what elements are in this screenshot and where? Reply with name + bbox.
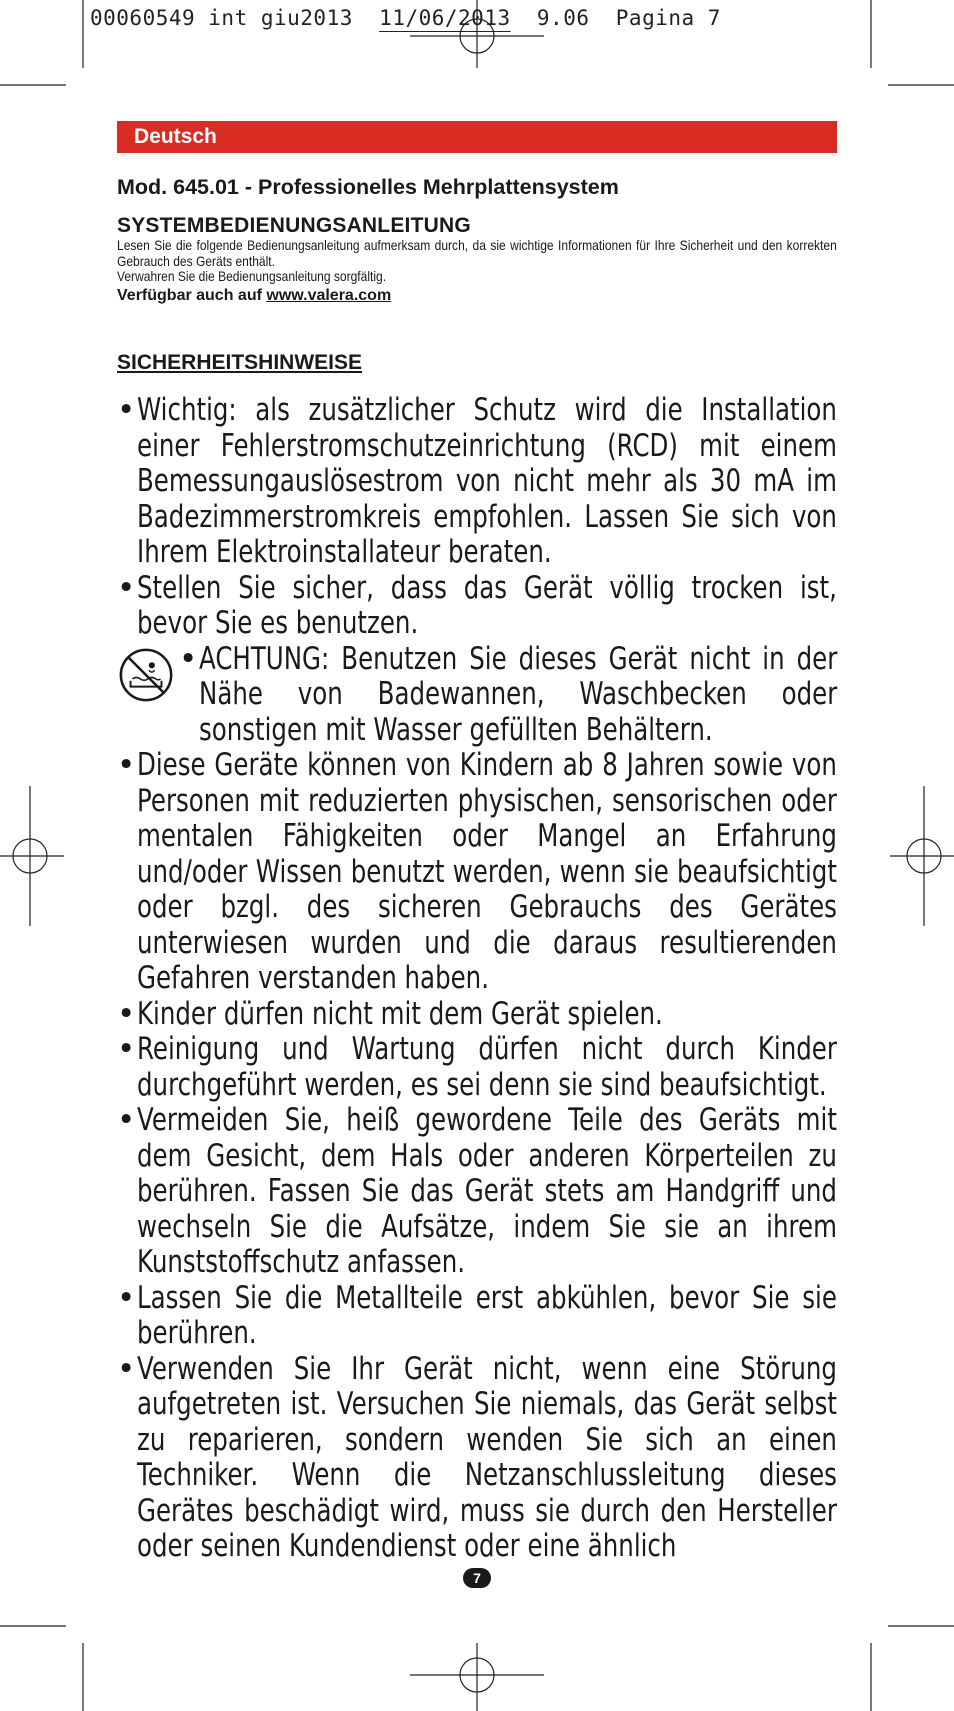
list-item-text: Verwenden Sie Ihr Gerät nicht, wenn eine Störung aufgetreten ist. Versuchen Sie niemals, das Gerät selbst zu reparieren, sondern wenden Sie sich an einen Techniker. Wenn die Netzanschlussleitung dieses Gerätes beschädigt wird, muss sie durch den Hersteller oder seinen Kundendienst oder eine ähnlich (137, 1350, 837, 1564)
model-title: Mod. 645.01 - Professionelles Mehrplattensystem (117, 175, 619, 199)
registration-mark-icon (890, 786, 954, 926)
availability-prefix: Verfügbar auch auf (117, 286, 267, 304)
list-item-text: Lassen Sie die Metallteile erst abkühlen, bevor Sie sie berühren. (137, 1279, 837, 1351)
list-item: • Stellen Sie sicher, dass das Gerät völlig trocken ist, bevor Sie es benutzen. (117, 569, 837, 641)
no-bath-water-icon (117, 646, 175, 704)
list-item: • Kinder dürfen nicht mit dem Gerät spielen. (117, 997, 837, 1033)
list-item-text: Wichtig: als zusätzlicher Schutz wird die Installation einer Fehlerstromschutzeinrichtung (RCD) mit einem Bemessungauslösestrom von nicht mehr als 30 mA im Badezimmerstromkreis empfohlen. Lassen Sie sich von Ihrem Elektroinstallateur beraten. (137, 392, 837, 570)
warning-block (117, 642, 837, 749)
language-bar (117, 121, 837, 153)
list-item-text: Stellen Sie sicher, dass das Gerät völlig trocken ist, bevor Sie es benutzen. (137, 569, 837, 641)
list-item-text: Vermeiden Sie, heiß gewordene Teile des Geräts mit dem Gesicht, dem Hals oder anderen Körperteilen zu berühren. Fassen Sie das Gerät stets am Handgriff und wechseln Sie die Aufsätze, indem Sie sie an ihrem Kunststoffschutz anfassen. (137, 1102, 837, 1280)
list-item: • Lassen Sie die Metallteile erst abkühlen, bevor Sie sie berühren. (117, 1279, 837, 1351)
header-section (117, 121, 837, 375)
list-item-text: Reinigung und Wartung dürfen nicht durch Kinder durchgeführt werden, es sei denn sie sind beaufsichtigt. (137, 1031, 837, 1103)
list-item: • Vermeiden Sie, heiß gewordene Teile des Geräts mit dem Gesicht, dem Hals oder anderen Körperteilen zu berühren. Fassen Sie das Gerät stets am Handgriff und wechseln Sie die Aufsätze, indem Sie sie an ihrem Kunststoffschutz anfassen. (117, 1102, 837, 1280)
language-label: Deutsch (134, 125, 217, 148)
website-link[interactable]: www.valera.com (266, 286, 392, 304)
safety-title: SICHERHEITSHINWEISE (117, 350, 363, 374)
manual-title: SYSTEMBEDIENUNGSANLEITUNG (117, 214, 471, 237)
registration-mark-icon (0, 786, 64, 926)
registration-mark-icon (410, 1643, 544, 1711)
list-item: • Verwenden Sie Ihr Gerät nicht, wenn eine Störung aufgetreten ist. Versuchen Sie niemals, das Gerät selbst zu reparieren, sondern wenden Sie sich an einen Techniker. Wenn die Netzanschlussleitung dieses Gerätes beschädigt wird, muss sie durch den Hersteller oder seinen Kundendienst oder eine ähnlich (117, 1350, 837, 1564)
list-item: • Wichtig: als zusätzlicher Schutz wird die Installation einer Fehlerstromschutzeinrichtung (RCD) mit einem Bemessungauslösestrom von nicht mehr als 30 mA im Badezimmerstromkreis empfohlen. Lassen Sie sich von Ihrem Elektroinstallateur beraten. (117, 392, 837, 570)
availability-line (117, 287, 837, 305)
slug-date: 11/06/2013 (379, 6, 511, 30)
slug-time: 9.06 (536, 6, 590, 30)
slug-page: Pagina 7 (615, 6, 721, 30)
intro-text (117, 238, 837, 285)
list-item: • Diese Geräte können von Kindern ab 8 Jahren sowie von Personen mit reduzierten physischen, sensorischen oder mentalen Fähigkeiten oder Mangel an Erfahrung und/oder Wissen benutzt werden, wenn sie beaufsichtigt oder bzgl. des sicheren Gebrauchs des Gerätes unterwiesen wurden und die daraus resultierenden Gefahren verstanden haben. (117, 747, 837, 996)
list-item-text: Diese Geräte können von Kindern ab 8 Jahren sowie von Personen mit reduzierten physischen, sensorischen oder mentalen Fähigkeiten oder Mangel an Erfahrung und/oder Wissen benutzt werden, wenn sie beaufsichtigt oder bzgl. des sicheren Gebrauchs des Gerätes unterwiesen wurden und die daraus resultierenden Gefahren verstanden haben. (137, 747, 837, 996)
list-item-text: Kinder dürfen nicht mit dem Gerät spielen. (137, 995, 663, 1032)
slug-file: 00060549 int giu2013 (90, 6, 353, 30)
list-item: • ACHTUNG: Benutzen Sie dieses Gerät nicht in der Nähe von Badewannen, Waschbecken oder sonstigen mit Wasser gefüllten Behältern. (179, 640, 838, 748)
print-slug (90, 6, 721, 30)
safety-list (117, 393, 837, 1565)
list-item-text: ACHTUNG: Benutzen Sie dieses Gerät nicht in der Nähe von Badewannen, Waschbecken oder sonstigen mit Wasser gefüllten Behältern. (199, 640, 838, 748)
intro-paragraph: Lesen Sie die folgende Bedienungsanleitung aufmerksam durch, da sie wichtige Informationen für Ihre Sicherheit und den korrekten Gebrauch des Geräts enthält. (117, 237, 837, 269)
list-item: • Reinigung und Wartung dürfen nicht durch Kinder durchgeführt werden, es sei denn sie sind beaufsichtigt. (117, 1031, 837, 1103)
intro-paragraph: Verwahren Sie die Bedienungsanleitung sorgfältig. (117, 268, 387, 284)
page-number: 7 (463, 1568, 491, 1588)
